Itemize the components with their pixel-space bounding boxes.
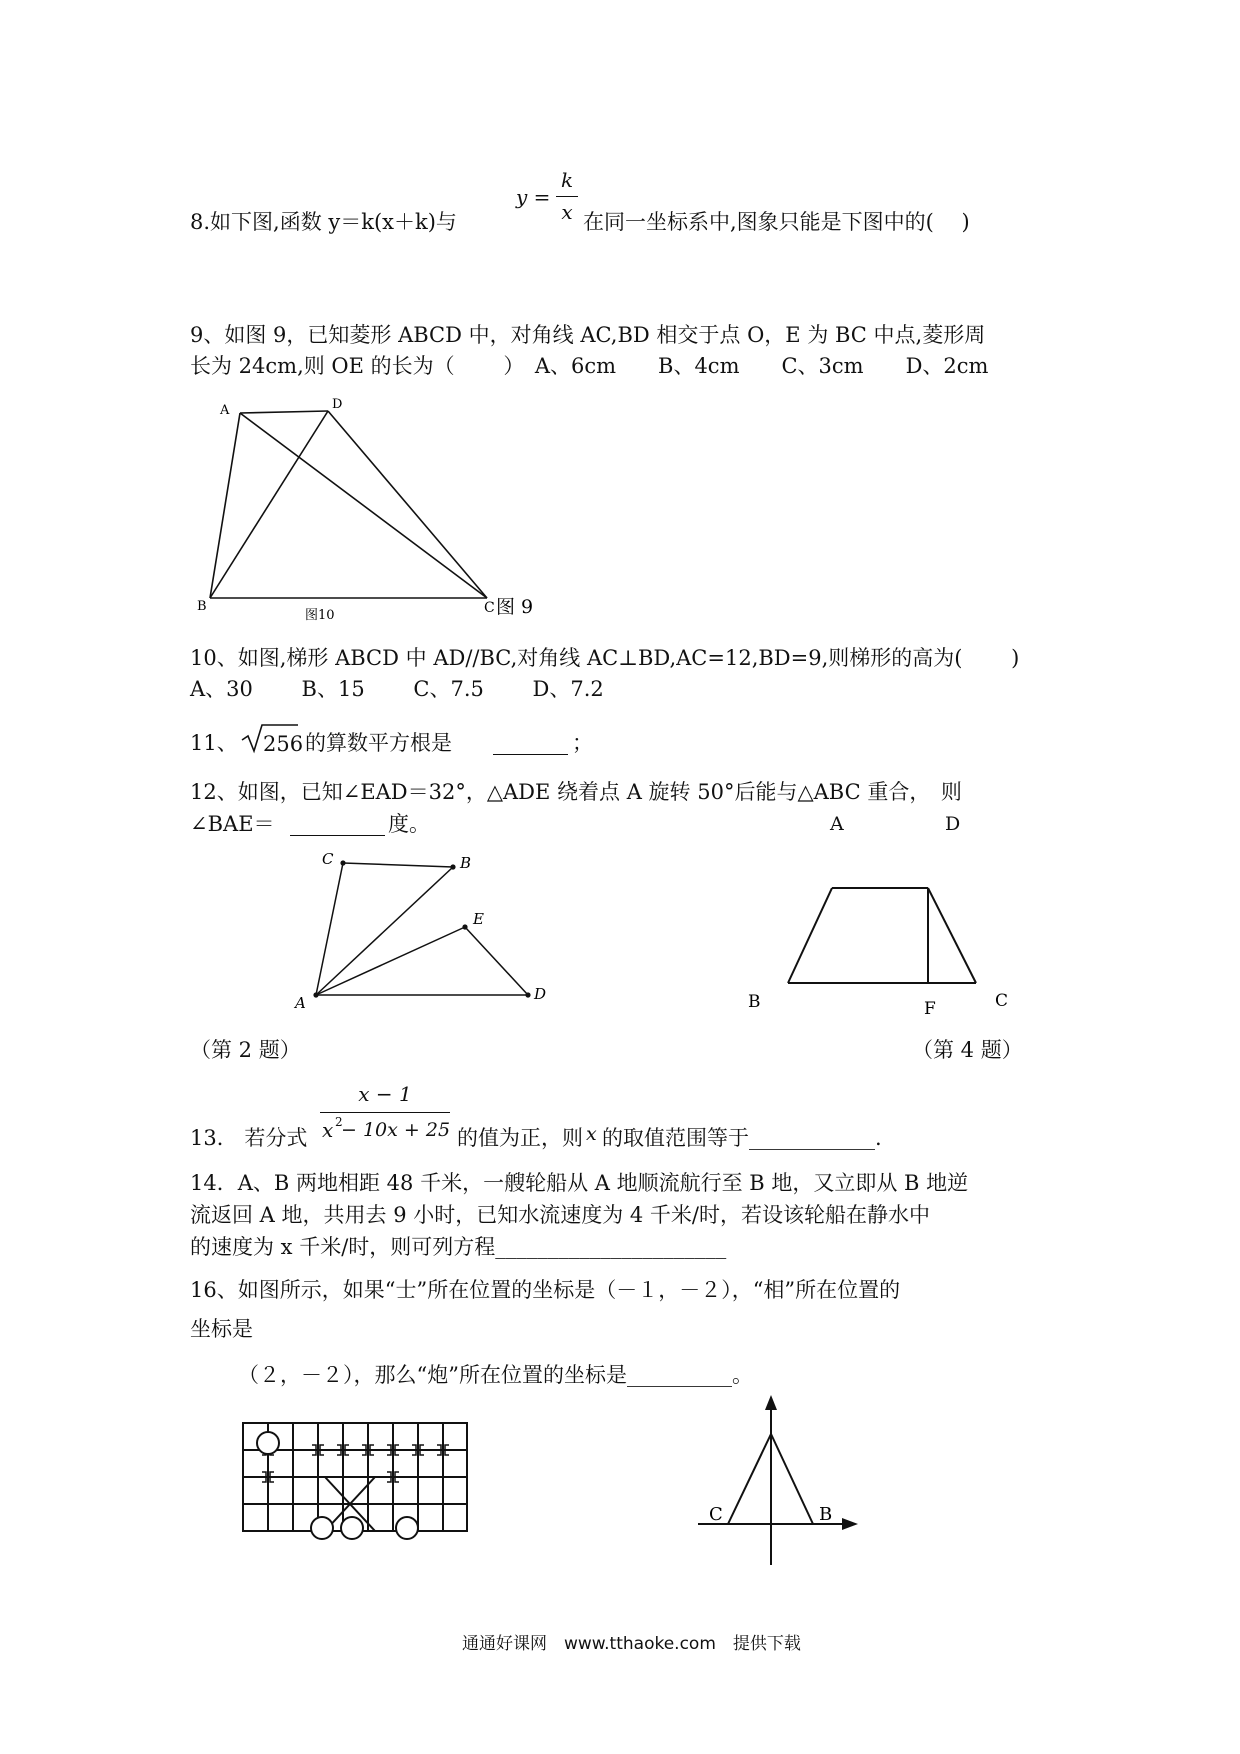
q10-line1: 10、如图,梯形 ABCD 中 AD//BC,对角线 AC⊥BD,AC=12,BD=9,则梯形的高为( ) xyxy=(190,646,1020,670)
q11-end: ； xyxy=(572,731,593,755)
q8-formula-y: y = xyxy=(516,185,551,209)
fig9-label-a: A xyxy=(220,403,230,418)
fig9-caption-10: 图10 xyxy=(305,608,335,623)
chess-piece-bottom-3 xyxy=(396,1517,418,1539)
fig2-label-a: A xyxy=(295,994,306,1012)
q13-den-rest: − 10x + 25 xyxy=(341,1119,451,1141)
q11-answer-blank xyxy=(493,754,568,755)
fig4-label-d: D xyxy=(945,813,961,835)
q16-line1: 16、如图所示，如果“士”所在位置的坐标是（－１，－２），“相”所在位置的 xyxy=(190,1278,901,1302)
q14-line2: 流返回 A 地，共用去 9 小时，已知水流速度为 4 千米/时，若设该轮船在静水中 xyxy=(190,1203,931,1227)
fig2-label-e: E xyxy=(473,910,484,928)
q13-den-exp: 2 xyxy=(335,1115,343,1129)
fig9-caption-9: 图 9 xyxy=(496,596,534,618)
fig9-label-c: C xyxy=(484,600,495,616)
q12-answer-blank xyxy=(290,835,385,836)
fig2-caption: （第 2 题） xyxy=(190,1038,301,1062)
q11-prefix: 11、 xyxy=(190,731,238,755)
figure-2-triangles xyxy=(290,845,570,1015)
fig9-label-b: B xyxy=(197,599,207,614)
fig4-label-c: C xyxy=(995,991,1009,1011)
q9-line2: 长为 24cm,则 OE 的长为（ ） A、6cm B、4cm C、3cm D、2cm xyxy=(190,354,989,378)
q8-formula-bar xyxy=(556,196,578,197)
q13-den-x: x xyxy=(322,1118,334,1142)
fig4-label-a: A xyxy=(830,813,844,835)
figure-chess-grid xyxy=(240,1415,480,1575)
q14-line1: 14．A、B 两地相距 48 千米，一艘轮船从 A 地顺流航行至 B 地，又立即从 B 地逆 xyxy=(190,1171,969,1195)
figure-4-trapezoid xyxy=(740,870,1040,1030)
q16-line2: 坐标是 xyxy=(190,1317,253,1341)
fig4-caption: （第 4 题） xyxy=(912,1038,1023,1062)
q12-line2-prefix: ∠BAE＝ xyxy=(190,812,275,836)
chess-piece-bottom-2 xyxy=(341,1517,363,1539)
q9-line1: 9、如图 9，已知菱形 ABCD 中，对角线 AC,BD 相交于点 O，E 为 BC 中点,菱形周 xyxy=(190,323,986,347)
fig9-label-d: D xyxy=(332,397,343,412)
chess-piece-top xyxy=(257,1432,279,1454)
fig2-label-d: D xyxy=(534,985,547,1003)
fig4-label-b: B xyxy=(748,992,761,1012)
q8-text-before: 8.如下图,函数 y＝k(x＋k)与 xyxy=(190,210,457,234)
fig2-label-c: C xyxy=(322,850,334,868)
q10-line2: A、30 B、15 C、7.5 D、7.2 xyxy=(190,677,604,701)
q12-line1: 12、如图，已知∠EAD＝32°，△ADE 绕着点 A 旋转 50°后能与△ABC 重合， 则 xyxy=(190,780,962,804)
q11-text: 的算数平方根是 xyxy=(305,731,452,755)
figure-9-quadrilateral xyxy=(190,395,534,623)
q16-line3: （２，－２），那么“炮”所在位置的坐标是__________。 xyxy=(238,1363,753,1387)
q13-var: x xyxy=(586,1123,597,1145)
q12-line2-suffix: 度。 xyxy=(388,812,430,836)
fig2-label-b: B xyxy=(460,854,472,872)
axes-label-b: B xyxy=(819,1504,833,1525)
q14-line3: 的速度为 x 千米/时，则可列方程______________________ xyxy=(190,1235,727,1259)
q13-prefix: 13． 若分式 xyxy=(190,1126,308,1150)
page-footer: 通通好课网 www.tthaoke.com 提供下载 xyxy=(462,1634,801,1654)
q8-text-after: 在同一坐标系中,图象只能是下图中的( ) xyxy=(583,210,970,234)
axes-label-c: C xyxy=(709,1504,723,1525)
q11-radicand: 256 xyxy=(263,732,304,756)
figure-axes-triangle xyxy=(680,1390,880,1570)
q13-mid: 的值为正，则 xyxy=(457,1126,583,1150)
chess-piece-bottom-1 xyxy=(311,1517,333,1539)
fig4-label-f: F xyxy=(924,999,936,1019)
q13-fraction-numerator: x − 1 xyxy=(358,1082,412,1106)
q8-formula-denominator: x xyxy=(561,200,573,224)
q8-formula-numerator: k xyxy=(560,168,574,192)
q13-suffix: 的取值范围等于____________. xyxy=(602,1126,882,1150)
